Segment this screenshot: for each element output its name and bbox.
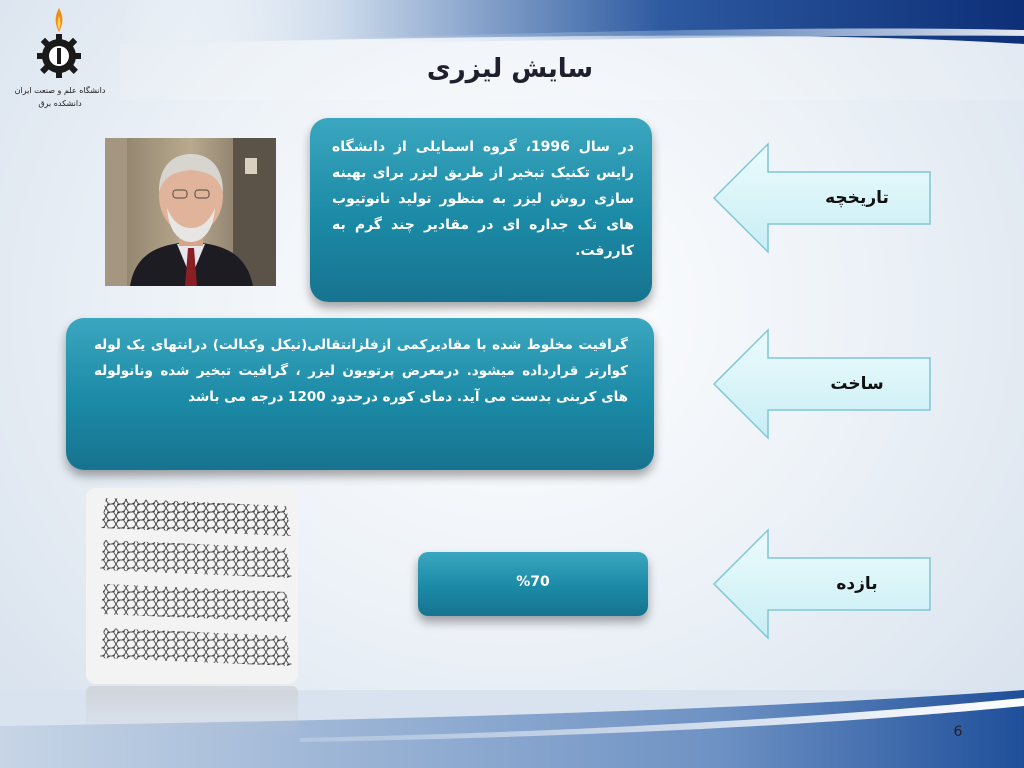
university-logo bbox=[30, 6, 88, 86]
history-text-box bbox=[310, 118, 652, 302]
arrow-callout-history bbox=[712, 142, 932, 254]
structure-text: گرافیت مخلوط شده با مقادیرکمی ازفلزانتقالی(نیکل وکبالت) درانتهای یک لوله کوارتز قرارداده میشود. درمعرض پرتویون لیزر ، گرافیت تبخیر شده ونانولوله های کربنی بدست می آید. دمای کوره درحدود 1200 درجه می باشد bbox=[94, 337, 628, 405]
arrow-label-yield: بازده bbox=[836, 574, 878, 594]
university-name bbox=[0, 84, 120, 110]
page-number: 6 bbox=[953, 724, 963, 740]
yield-value-box bbox=[418, 552, 648, 616]
graphene-layers-image bbox=[86, 488, 298, 684]
history-text: در سال 1996، گروه اسمایلی از دانشگاه رایس تکنیک تبخیر از طریق لیزر برای بهینه سازی روش لیزر به منظور تولید نانوتیوب های تک جداره ای در مقادیر چند گرم به کاررفت. bbox=[332, 139, 634, 259]
header-swoosh bbox=[0, 0, 1024, 100]
arrow-label-structure: ساخت bbox=[830, 374, 884, 394]
arrow-label-history: تاریخچه bbox=[825, 188, 889, 208]
graphene-reflection bbox=[86, 686, 298, 734]
arrow-callout-yield bbox=[712, 528, 932, 640]
slide-title: سایش لیزری bbox=[426, 54, 594, 84]
university-name-line2: دانشکده برق bbox=[38, 99, 82, 108]
arrow-callout-structure bbox=[712, 328, 932, 440]
structure-text-box bbox=[66, 318, 654, 470]
yield-value: %70 bbox=[516, 574, 550, 590]
university-name-line1: دانشگاه علم و صنعت ایران bbox=[14, 86, 106, 95]
portrait-photo bbox=[105, 138, 276, 286]
